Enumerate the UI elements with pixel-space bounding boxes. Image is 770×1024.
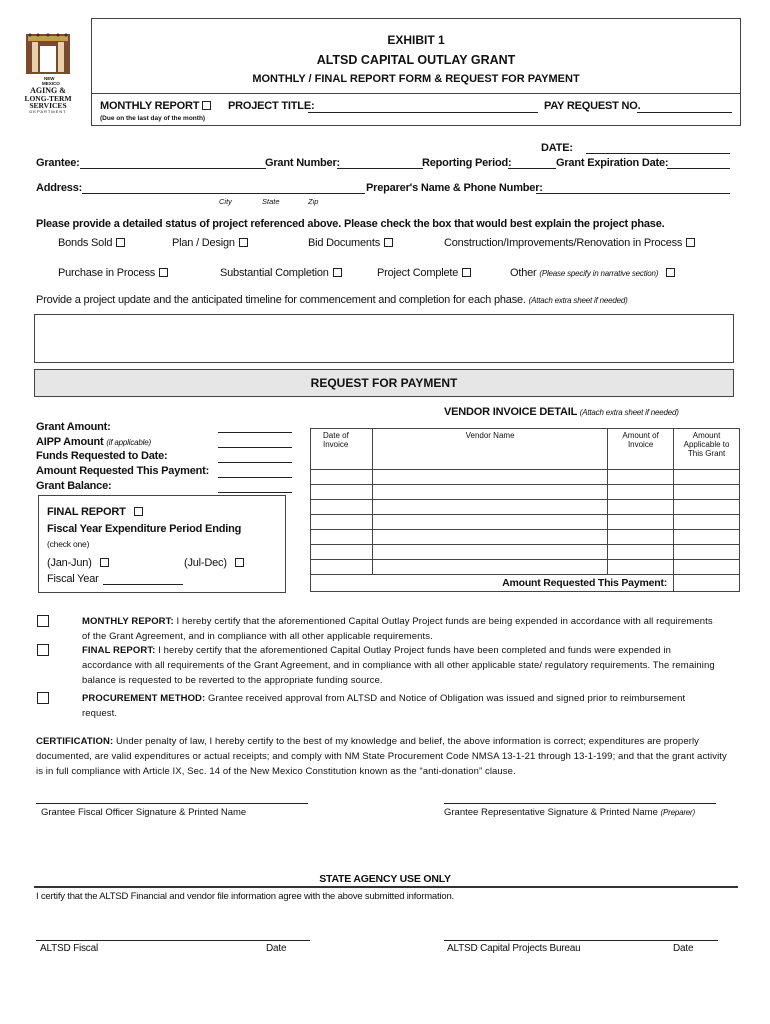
procurement-text: PROCUREMENT METHOD: Grantee received approval from ALTSD and Notice of Obligation was issued and signed prior to reimbursement request. xyxy=(82,693,686,719)
aipp-amount-field[interactable] xyxy=(218,447,292,448)
address-label: Address: xyxy=(36,182,83,194)
reporting-period-label: Reporting Period: xyxy=(422,157,512,169)
grant-expiration-field[interactable] xyxy=(667,168,730,169)
preparer-label: Preparer's Name & Phone Number: xyxy=(366,182,543,194)
funds-requested-field[interactable] xyxy=(218,462,292,463)
purchase-checkbox[interactable] xyxy=(159,268,168,277)
aipp-amount-label: AIPP Amount (if applicable) xyxy=(36,436,151,448)
table-row[interactable] xyxy=(311,485,740,500)
phase-bid-documents[interactable]: Bid Documents xyxy=(308,237,393,249)
vendor-total-field[interactable] xyxy=(674,575,740,592)
request-for-payment-bar: REQUEST FOR PAYMENT xyxy=(34,369,734,397)
state-divider xyxy=(34,886,738,888)
representative-signature-line[interactable] xyxy=(444,803,716,804)
procurement-checkbox[interactable] xyxy=(37,692,49,704)
altsd-fiscal-label: ALTSD Fiscal xyxy=(40,943,98,954)
final-report-checkbox[interactable] xyxy=(134,507,143,516)
certification-text: CERTIFICATION: Under penalty of law, I hereby certify to the best of my knowledge and belief, the above information is correct; expenditures are properly documented, are valid expenditures or actual receipts; and comply with NM State Procurement Code NMSA 13-1-21 through 13-1-199; and that the grant activity is in full compliance with Article IX, Sec. 14 of the New Mexico Constitution known as the “anti-donation” clause. xyxy=(36,736,727,777)
zip-label: Zip xyxy=(308,197,319,206)
phase-plan-design[interactable]: Plan / Design xyxy=(172,237,248,249)
phase-bonds-sold[interactable]: Bonds Sold xyxy=(58,237,125,249)
fiscal-officer-label: Grantee Fiscal Officer Signature & Printed Name xyxy=(41,807,247,818)
vendor-detail-title: VENDOR INVOICE DETAIL (Attach extra sheet if needed) xyxy=(444,406,679,418)
altsd-logo: NEW MEXICO AGING & LONG-TERM SERVICES DEPARTMENT xyxy=(18,32,78,114)
funds-requested-label: Funds Requested to Date: xyxy=(36,450,168,462)
check-one-note: (check one) xyxy=(47,539,90,549)
monthly-cert-text: MONTHLY REPORT: I hereby certify that the aforementioned Capital Outlay Project funds are being expended in accordance with all requirements of the Grant Agreement, and in compliance with all other applicable requirements. xyxy=(82,616,713,642)
reporting-period-field[interactable] xyxy=(508,168,556,169)
exhibit-label: EXHIBIT 1 xyxy=(387,33,445,47)
bonds-sold-checkbox[interactable] xyxy=(116,238,125,247)
col-date: Date of Invoice xyxy=(311,429,373,470)
complete-checkbox[interactable] xyxy=(462,268,471,277)
city-label: City xyxy=(219,197,232,206)
table-row[interactable] xyxy=(311,515,740,530)
final-cert-text: FINAL REPORT: I hereby certify that the aforementioned Capital Outlay Project funds have been completed and funds were expended in accordance with all requirements of the Grant Agreement, and in compliance with all other applicable state/ regulatory requirements. The remaining balance is requested to be reverted to the appropriate funding source. xyxy=(82,645,715,686)
fy-period-label: Fiscal Year Expenditure Period Ending xyxy=(47,523,242,535)
jul-dec-option[interactable]: (Jul-Dec) xyxy=(184,557,244,569)
due-note: (Due on the last day of the month) xyxy=(100,115,206,122)
final-report-label: FINAL REPORT xyxy=(47,506,143,518)
state-agency-title: STATE AGENCY USE ONLY xyxy=(319,873,451,885)
pay-request-field[interactable] xyxy=(637,112,732,113)
table-row[interactable] xyxy=(311,530,740,545)
bid-documents-checkbox[interactable] xyxy=(384,238,393,247)
header-box xyxy=(91,18,741,126)
project-title-label: PROJECT TITLE: xyxy=(228,100,315,112)
col-amount-invoice: Amount of Invoice xyxy=(608,429,674,470)
date-label-2: Date xyxy=(673,943,694,954)
address-field[interactable] xyxy=(82,193,365,194)
preparer-field[interactable] xyxy=(536,193,730,194)
state-certify-text: I certify that the ALTSD Financial and vendor file information agree with the above submitted information. xyxy=(36,891,454,902)
bureau-label: ALTSD Capital Projects Bureau xyxy=(447,943,581,954)
project-title-field[interactable] xyxy=(308,112,538,113)
monthly-report-checkbox[interactable] xyxy=(202,101,211,110)
phase-construction[interactable]: Construction/Improvements/Renovation in Process xyxy=(444,237,695,249)
phase-purchase[interactable]: Purchase in Process xyxy=(58,267,168,279)
phase-other[interactable]: Other (Please specify in narrative section) xyxy=(510,267,675,279)
form-title: MONTHLY / FINAL REPORT FORM & REQUEST FOR PAYMENT xyxy=(252,73,580,85)
table-row[interactable] xyxy=(311,470,740,485)
plan-design-checkbox[interactable] xyxy=(239,238,248,247)
amount-requested-label: Amount Requested This Payment: xyxy=(36,465,210,477)
table-row[interactable] xyxy=(311,500,740,515)
grant-amount-field[interactable] xyxy=(218,432,292,433)
fiscal-officer-signature-line[interactable] xyxy=(36,803,308,804)
phase-complete[interactable]: Project Complete xyxy=(377,267,471,279)
grant-balance-field[interactable] xyxy=(218,492,292,493)
grant-title: ALTSD CAPITAL OUTLAY GRANT xyxy=(316,53,516,67)
monthly-cert-checkbox[interactable] xyxy=(37,615,49,627)
phase-substantial[interactable]: Substantial Completion xyxy=(220,267,342,279)
fiscal-year-label: Fiscal Year xyxy=(47,573,99,585)
date-label: DATE: xyxy=(541,142,573,154)
pay-request-label: PAY REQUEST NO. xyxy=(544,100,641,112)
jan-jun-option[interactable]: (Jan-Jun) xyxy=(47,557,109,569)
vendor-invoice-table xyxy=(310,428,740,592)
grantee-label: Grantee: xyxy=(36,157,80,169)
col-amount-applicable: Amount Applicable to This Grant xyxy=(674,429,740,470)
fiscal-year-field[interactable] xyxy=(103,584,183,585)
phase-instruction: Please provide a detailed status of project referenced above. Please check the box that would best explain the project phase. xyxy=(36,218,665,230)
date-label-1: Date xyxy=(266,943,287,954)
table-row[interactable] xyxy=(311,545,740,560)
altsd-fiscal-signature-line[interactable] xyxy=(36,940,310,941)
table-row[interactable] xyxy=(311,560,740,575)
other-checkbox[interactable] xyxy=(666,268,675,277)
vendor-total-label: Amount Requested This Payment: xyxy=(311,575,674,592)
construction-checkbox[interactable] xyxy=(686,238,695,247)
grant-amount-label: Grant Amount: xyxy=(36,421,111,433)
jan-jun-checkbox[interactable] xyxy=(100,558,109,567)
bureau-signature-line[interactable] xyxy=(444,940,718,941)
grant-number-label: Grant Number: xyxy=(265,157,341,169)
update-prompt: Provide a project update and the anticipated timeline for commencement and completion for each phase. (Attach extra sheet if needed) xyxy=(36,294,628,306)
substantial-checkbox[interactable] xyxy=(333,268,342,277)
grantee-field[interactable] xyxy=(80,168,266,169)
state-label: State xyxy=(262,197,280,206)
representative-label: Grantee Representative Signature & Printed Name (Preparer) xyxy=(444,807,695,818)
grant-number-field[interactable] xyxy=(337,168,423,169)
project-update-textarea[interactable] xyxy=(34,314,734,363)
final-cert-checkbox[interactable] xyxy=(37,644,49,656)
grant-expiration-label: Grant Expiration Date: xyxy=(556,157,669,169)
vendor-total-row xyxy=(311,575,740,592)
col-vendor: Vendor Name xyxy=(372,429,607,470)
monthly-report-label: MONTHLY REPORT xyxy=(100,100,211,112)
grant-balance-label: Grant Balance: xyxy=(36,480,112,492)
amount-requested-field[interactable] xyxy=(218,477,292,478)
date-field[interactable] xyxy=(586,153,730,154)
final-report-box xyxy=(38,495,286,593)
jul-dec-checkbox[interactable] xyxy=(235,558,244,567)
